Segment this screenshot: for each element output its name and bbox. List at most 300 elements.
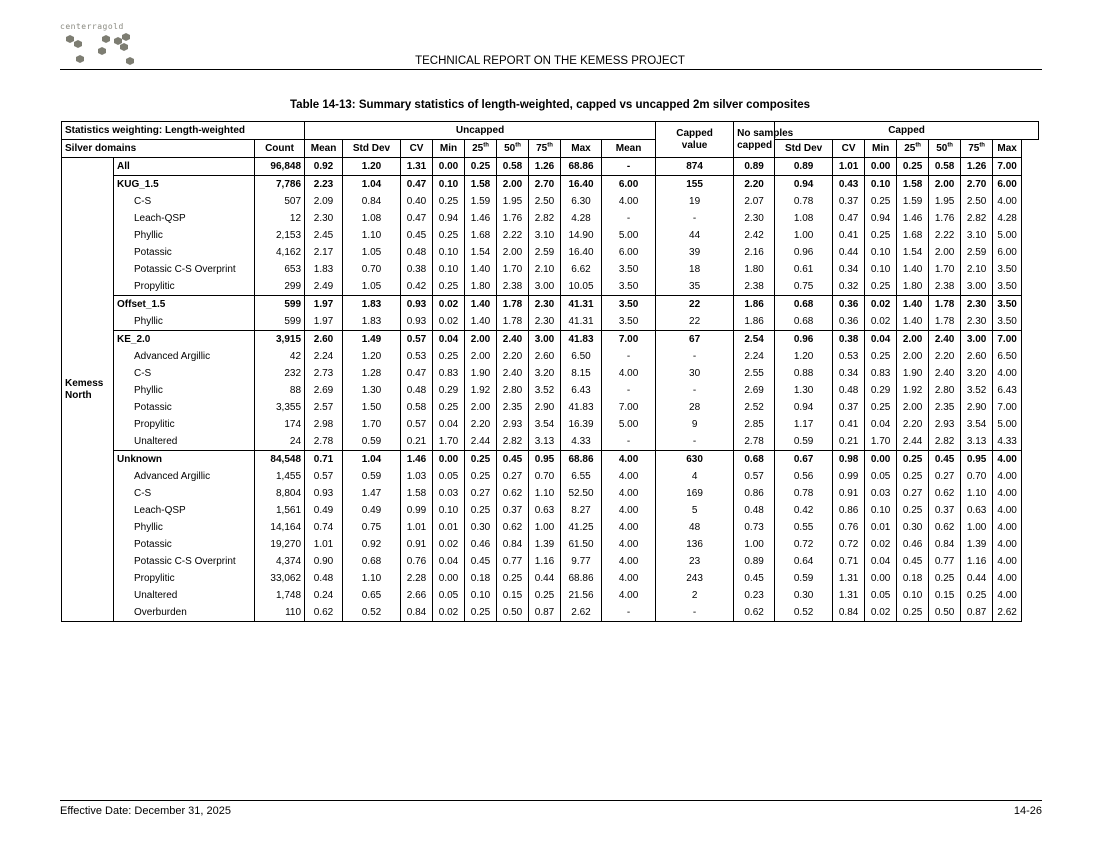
table-cell: 3.20 xyxy=(529,365,561,382)
row-domain-name: Potassic C-S Overprint xyxy=(114,553,255,570)
capped-header: Capped xyxy=(775,122,1039,140)
table-cell: 1.10 xyxy=(961,485,993,502)
table-cell: 0.84 xyxy=(343,193,401,210)
table-cell: 0.48 xyxy=(401,244,433,261)
table-cell: 1.30 xyxy=(343,382,401,399)
table-row xyxy=(62,416,1039,433)
table-cell: 2.62 xyxy=(561,604,602,622)
table-cell: 7.00 xyxy=(993,399,1022,416)
table-cell: 0.63 xyxy=(529,502,561,519)
table-cell: 41.83 xyxy=(561,331,602,349)
table-cell: 4.00 xyxy=(993,468,1022,485)
table-cell: 1.20 xyxy=(343,158,401,176)
table-cell: 0.45 xyxy=(401,227,433,244)
row-domain-name: C-S xyxy=(114,365,255,382)
table-cell: 0.04 xyxy=(865,553,897,570)
table-cell: 0.75 xyxy=(343,519,401,536)
table-cell: 0.49 xyxy=(305,502,343,519)
row-domain-name: Propylitic xyxy=(114,416,255,433)
table-cell: 1.86 xyxy=(734,296,775,314)
table-row xyxy=(62,365,1039,382)
table-cell: 3.50 xyxy=(993,296,1022,314)
table-cell: 0.27 xyxy=(497,468,529,485)
table-cell: 6.62 xyxy=(561,261,602,278)
table-cell: 67 xyxy=(656,331,734,349)
table-cell: 0.84 xyxy=(497,536,529,553)
row-domain-name: Propylitic xyxy=(114,278,255,296)
row-domain-name: Propylitic xyxy=(114,570,255,587)
row-domain-name: C-S xyxy=(114,485,255,502)
table-cell: 2.23 xyxy=(305,176,343,194)
capped-min-header: Min xyxy=(865,140,897,158)
table-cell: 2.00 xyxy=(897,348,929,365)
row-domain-name: KE_2.0 xyxy=(114,331,255,349)
table-cell: 0.25 xyxy=(865,399,897,416)
table-cell: 1.78 xyxy=(497,296,529,314)
table-cell: 0.86 xyxy=(734,485,775,502)
table-cell: 599 xyxy=(255,313,305,331)
report-title: TECHNICAL REPORT ON THE KEMESS PROJECT xyxy=(415,55,685,67)
table-cell: 0.77 xyxy=(929,553,961,570)
table-cell: 0.72 xyxy=(833,536,865,553)
table-cell: 16.39 xyxy=(561,416,602,433)
table-cell: 3.13 xyxy=(961,433,993,451)
row-domain-name: Potassic C-S Overprint xyxy=(114,261,255,278)
table-cell: 0.04 xyxy=(865,416,897,433)
table-row xyxy=(62,348,1039,365)
table-cell: 4.00 xyxy=(993,553,1022,570)
row-domain-name: Unaltered xyxy=(114,433,255,451)
table-cell: 2.40 xyxy=(929,331,961,349)
table-cell: 14,164 xyxy=(255,519,305,536)
table-cell: 0.04 xyxy=(433,331,465,349)
table-cell: 0.84 xyxy=(833,604,865,622)
table-cell: 2.30 xyxy=(961,296,993,314)
table-cell: 3.00 xyxy=(529,331,561,349)
table-cell: 4.00 xyxy=(993,519,1022,536)
table-cell: 8,804 xyxy=(255,485,305,502)
table-cell: 0.53 xyxy=(833,348,865,365)
table-cell: 1.78 xyxy=(497,313,529,331)
table-cell: 0.10 xyxy=(433,261,465,278)
table-cell: 2.60 xyxy=(529,348,561,365)
table-cell: 3.50 xyxy=(602,261,656,278)
table-cell: 2.59 xyxy=(529,244,561,261)
table-cell: 0.37 xyxy=(929,502,961,519)
table-row xyxy=(62,536,1039,553)
table-cell: 1.40 xyxy=(897,296,929,314)
table-cell: 2.00 xyxy=(465,399,497,416)
table-cell: 4.00 xyxy=(602,519,656,536)
table-cell: 2.98 xyxy=(305,416,343,433)
table-cell: 0.04 xyxy=(433,416,465,433)
table-cell: 4.00 xyxy=(993,587,1022,604)
table-cell: 0.62 xyxy=(497,485,529,502)
table-cell: 0.25 xyxy=(465,468,497,485)
table-cell: 0.56 xyxy=(775,468,833,485)
uncapped-mean-header: Mean xyxy=(305,140,343,158)
table-cell: 1.70 xyxy=(497,261,529,278)
table-cell: 30 xyxy=(656,365,734,382)
capped-mean-header: Mean xyxy=(602,140,656,158)
capped-cv-header: CV xyxy=(833,140,865,158)
row-domain-name: Overburden xyxy=(114,604,255,622)
table-cell: 2.35 xyxy=(497,399,529,416)
table-cell: 41.31 xyxy=(561,313,602,331)
table-cell: 0.25 xyxy=(897,451,929,469)
table-row xyxy=(62,553,1039,570)
table-cell: 0.01 xyxy=(433,519,465,536)
table-cell: 1.86 xyxy=(734,313,775,331)
table-cell: 6.55 xyxy=(561,468,602,485)
table-cell: 1.01 xyxy=(833,158,865,176)
table-cell: 1.70 xyxy=(433,433,465,451)
table-cell: 1.40 xyxy=(465,261,497,278)
table-cell: 2.49 xyxy=(305,278,343,296)
effective-date: Effective Date: December 31, 2025 xyxy=(60,805,232,817)
table-cell: 0.57 xyxy=(401,416,433,433)
table-cell: 0.38 xyxy=(401,261,433,278)
table-cell: 4.00 xyxy=(602,536,656,553)
table-cell: 0.25 xyxy=(865,227,897,244)
table-cell: 21.56 xyxy=(561,587,602,604)
table-cell: 19 xyxy=(656,193,734,210)
table-cell: 3.50 xyxy=(993,278,1022,296)
table-cell: 1.10 xyxy=(529,485,561,502)
no-samples-capped-header: No samples capped xyxy=(734,122,775,158)
table-cell: 1.70 xyxy=(865,433,897,451)
table-cell: 4 xyxy=(656,468,734,485)
table-cell: 2.73 xyxy=(305,365,343,382)
table-cell: 2.69 xyxy=(734,382,775,399)
table-cell: 7,786 xyxy=(255,176,305,194)
table-cell: 0.02 xyxy=(865,313,897,331)
table-cell: 0.32 xyxy=(833,278,865,296)
table-cell: 1.00 xyxy=(734,536,775,553)
row-domain-name: Advanced Argillic xyxy=(114,348,255,365)
table-cell: 2.30 xyxy=(734,210,775,227)
table-cell: 84,548 xyxy=(255,451,305,469)
table-cell: 0.68 xyxy=(734,451,775,469)
table-cell: 2.59 xyxy=(961,244,993,261)
table-cell: 4.00 xyxy=(993,570,1022,587)
table-cell: 1.03 xyxy=(401,468,433,485)
table-cell: 0.25 xyxy=(961,587,993,604)
table-cell: 169 xyxy=(656,485,734,502)
table-cell: 0.25 xyxy=(433,227,465,244)
table-row xyxy=(62,502,1039,519)
table-cell: 0.25 xyxy=(529,587,561,604)
table-cell: - xyxy=(602,382,656,399)
table-cell: 2.30 xyxy=(529,313,561,331)
table-cell: 0.34 xyxy=(833,365,865,382)
table-cell: 2.54 xyxy=(734,331,775,349)
table-cell: 7.00 xyxy=(993,158,1022,176)
table-cell: 0.02 xyxy=(433,296,465,314)
table-cell: 0.88 xyxy=(775,365,833,382)
table-row xyxy=(62,331,1039,349)
table-cell: 1.46 xyxy=(897,210,929,227)
table-cell: 0.00 xyxy=(865,158,897,176)
table-cell: 0.10 xyxy=(433,176,465,194)
table-cell: 1.90 xyxy=(465,365,497,382)
table-cell: 4.00 xyxy=(993,502,1022,519)
table-cell: 4.00 xyxy=(602,587,656,604)
table-cell: 4.28 xyxy=(993,210,1022,227)
table-cell: 0.55 xyxy=(775,519,833,536)
table-cell: 5 xyxy=(656,502,734,519)
table-cell: - xyxy=(656,382,734,399)
table-cell: 0.44 xyxy=(961,570,993,587)
table-cell: 0.02 xyxy=(433,604,465,622)
table-row xyxy=(62,227,1039,244)
table-cell: 0.25 xyxy=(465,451,497,469)
table-cell: 3.50 xyxy=(993,313,1022,331)
table-cell: 2.38 xyxy=(929,278,961,296)
table-cell: 0.84 xyxy=(401,604,433,622)
table-cell: 3.50 xyxy=(993,261,1022,278)
table-cell: 0.99 xyxy=(833,468,865,485)
table-cell: 6.50 xyxy=(993,348,1022,365)
table-cell: 1.83 xyxy=(343,313,401,331)
table-cell: 1.40 xyxy=(465,313,497,331)
table-cell: 1.17 xyxy=(775,416,833,433)
table-cell: 2.22 xyxy=(929,227,961,244)
table-cell: 2.90 xyxy=(529,399,561,416)
table-cell: 0.02 xyxy=(865,536,897,553)
table-cell: 8.15 xyxy=(561,365,602,382)
table-cell: 0.76 xyxy=(833,519,865,536)
table-cell: 0.00 xyxy=(433,451,465,469)
table-cell: 0.36 xyxy=(833,313,865,331)
table-cell: 1.92 xyxy=(897,382,929,399)
table-cell: 5.00 xyxy=(602,227,656,244)
table-cell: 0.00 xyxy=(433,570,465,587)
table-cell: 0.42 xyxy=(401,278,433,296)
table-cell: 28 xyxy=(656,399,734,416)
table-cell: 88 xyxy=(255,382,305,399)
table-cell: 2.82 xyxy=(529,210,561,227)
table-cell: 0.78 xyxy=(775,485,833,502)
table-cell: 0.73 xyxy=(734,519,775,536)
table-cell: 1.04 xyxy=(343,176,401,194)
table-cell: 52.50 xyxy=(561,485,602,502)
table-cell: 0.24 xyxy=(305,587,343,604)
table-cell: 0.70 xyxy=(529,468,561,485)
table-cell: 18 xyxy=(656,261,734,278)
table-cell: 1.26 xyxy=(529,158,561,176)
table-cell: 2.57 xyxy=(305,399,343,416)
table-cell: 0.02 xyxy=(865,604,897,622)
table-cell: 2.82 xyxy=(961,210,993,227)
table-cell: 0.59 xyxy=(775,570,833,587)
table-cell: 2.20 xyxy=(734,176,775,194)
row-domain-name: Leach-QSP xyxy=(114,210,255,227)
table-cell: 0.27 xyxy=(929,468,961,485)
table-cell: 23 xyxy=(656,553,734,570)
table-cell: 0.05 xyxy=(865,587,897,604)
table-cell: 3.10 xyxy=(529,227,561,244)
table-cell: 2 xyxy=(656,587,734,604)
table-cell: 0.27 xyxy=(465,485,497,502)
table-cell: 0.45 xyxy=(929,451,961,469)
table-cell: 0.36 xyxy=(833,296,865,314)
row-domain-name: Potassic xyxy=(114,536,255,553)
table-cell: - xyxy=(602,433,656,451)
table-cell: 5.00 xyxy=(993,227,1022,244)
table-cell: 3.52 xyxy=(961,382,993,399)
table-cell: 1.26 xyxy=(961,158,993,176)
table-cell: 4.00 xyxy=(993,485,1022,502)
table-cell: 0.93 xyxy=(305,485,343,502)
table-cell: 1.76 xyxy=(929,210,961,227)
table-cell: 0.25 xyxy=(433,399,465,416)
table-cell: 110 xyxy=(255,604,305,622)
table-cell: 0.04 xyxy=(433,553,465,570)
table-cell: 0.47 xyxy=(401,210,433,227)
table-row xyxy=(62,587,1039,604)
table-cell: 0.48 xyxy=(401,382,433,399)
table-cell: 14.90 xyxy=(561,227,602,244)
table-cell: 2.20 xyxy=(497,348,529,365)
table-cell: 8.27 xyxy=(561,502,602,519)
table-cell: 1.31 xyxy=(833,587,865,604)
table-cell: 0.47 xyxy=(833,210,865,227)
table-cell: 0.29 xyxy=(433,382,465,399)
table-cell: 2.70 xyxy=(529,176,561,194)
table-row xyxy=(62,604,1039,622)
table-row xyxy=(62,570,1039,587)
table-cell: 630 xyxy=(656,451,734,469)
table-cell: 0.94 xyxy=(865,210,897,227)
table-cell: 3.00 xyxy=(529,278,561,296)
table-cell: 2.93 xyxy=(497,416,529,433)
table-cell: 0.25 xyxy=(865,278,897,296)
table-cell: 2.60 xyxy=(961,348,993,365)
table-cell: 1.46 xyxy=(465,210,497,227)
table-cell: 0.41 xyxy=(833,416,865,433)
table-cell: 4.00 xyxy=(602,193,656,210)
table-cell: 0.87 xyxy=(961,604,993,622)
table-cell: 10.05 xyxy=(561,278,602,296)
table-cell: 2.69 xyxy=(305,382,343,399)
table-cell: 6.43 xyxy=(561,382,602,399)
table-cell: 0.18 xyxy=(897,570,929,587)
table-cell: 0.44 xyxy=(833,244,865,261)
table-cell: 1.31 xyxy=(401,158,433,176)
table-cell: 1.92 xyxy=(465,382,497,399)
table-cell: 0.70 xyxy=(343,261,401,278)
table-cell: 1.76 xyxy=(497,210,529,227)
table-cell: 2.44 xyxy=(465,433,497,451)
table-cell: 0.10 xyxy=(865,502,897,519)
table-cell: 24 xyxy=(255,433,305,451)
table-cell: 0.46 xyxy=(897,536,929,553)
table-cell: 2.16 xyxy=(734,244,775,261)
table-cell: 2.30 xyxy=(961,313,993,331)
table-cell: 2.30 xyxy=(305,210,343,227)
table-cell: 6.00 xyxy=(993,176,1022,194)
table-cell: 2.42 xyxy=(734,227,775,244)
table-cell: 2.00 xyxy=(465,331,497,349)
table-cell: 2.20 xyxy=(929,348,961,365)
table-cell: 0.75 xyxy=(775,278,833,296)
table-cell: 2.82 xyxy=(497,433,529,451)
table-cell: 6.00 xyxy=(993,244,1022,261)
table-cell: 0.64 xyxy=(775,553,833,570)
stats-table xyxy=(61,121,1039,622)
table-cell: 243 xyxy=(656,570,734,587)
table-cell: 0.98 xyxy=(833,451,865,469)
table-cell: 4.00 xyxy=(993,451,1022,469)
table-cell: 1.04 xyxy=(343,451,401,469)
table-cell: 0.67 xyxy=(775,451,833,469)
table-cell: 9 xyxy=(656,416,734,433)
table-cell: 12 xyxy=(255,210,305,227)
table-cell: 22 xyxy=(656,313,734,331)
table-cell: 1.80 xyxy=(465,278,497,296)
table-cell: 0.93 xyxy=(401,313,433,331)
table-cell: 0.62 xyxy=(497,519,529,536)
table-cell: 0.03 xyxy=(433,485,465,502)
table-cell: - xyxy=(656,210,734,227)
table-cell: 0.34 xyxy=(833,261,865,278)
table-cell: 0.25 xyxy=(433,278,465,296)
table-cell: 1.58 xyxy=(401,485,433,502)
table-cell: 0.25 xyxy=(897,604,929,622)
table-cell: 0.37 xyxy=(497,502,529,519)
table-cell: 2.00 xyxy=(897,399,929,416)
table-row xyxy=(62,278,1039,296)
table-cell: 1.80 xyxy=(897,278,929,296)
table-cell: 4.00 xyxy=(602,365,656,382)
capped-std-header: Std Dev xyxy=(775,140,833,158)
table-cell: 2.38 xyxy=(734,278,775,296)
table-cell: 0.15 xyxy=(929,587,961,604)
capped-value-header: Capped value xyxy=(656,122,734,158)
table-cell: 6.00 xyxy=(602,176,656,194)
table-cell: 1.59 xyxy=(897,193,929,210)
table-cell: 61.50 xyxy=(561,536,602,553)
table-cell: - xyxy=(656,604,734,622)
table-cell: 0.45 xyxy=(465,553,497,570)
table-cell: 0.74 xyxy=(305,519,343,536)
row-domain-name: Phyllic xyxy=(114,313,255,331)
table-cell: 2.40 xyxy=(929,365,961,382)
table-cell: 0.30 xyxy=(465,519,497,536)
table-cell: 0.00 xyxy=(865,451,897,469)
row-domain-name: Offset_1.5 xyxy=(114,296,255,314)
page-number: 14-26 xyxy=(1013,805,1042,817)
table-cell: 0.18 xyxy=(465,570,497,587)
table-row xyxy=(62,176,1039,194)
table-cell: 4.33 xyxy=(561,433,602,451)
table-cell: 0.43 xyxy=(833,176,865,194)
table-cell: 1.40 xyxy=(465,296,497,314)
table-cell: - xyxy=(656,348,734,365)
footer-rule xyxy=(60,800,1042,801)
table-row xyxy=(62,193,1039,210)
table-cell: 1.40 xyxy=(897,261,929,278)
table-cell: 0.49 xyxy=(343,502,401,519)
table-cell: 2.10 xyxy=(961,261,993,278)
table-cell: 0.04 xyxy=(865,331,897,349)
table-cell: 2.00 xyxy=(497,244,529,261)
table-cell: 0.59 xyxy=(775,433,833,451)
table-cell: 2.35 xyxy=(929,399,961,416)
table-cell: 2.00 xyxy=(929,244,961,261)
table-cell: 1.01 xyxy=(401,519,433,536)
